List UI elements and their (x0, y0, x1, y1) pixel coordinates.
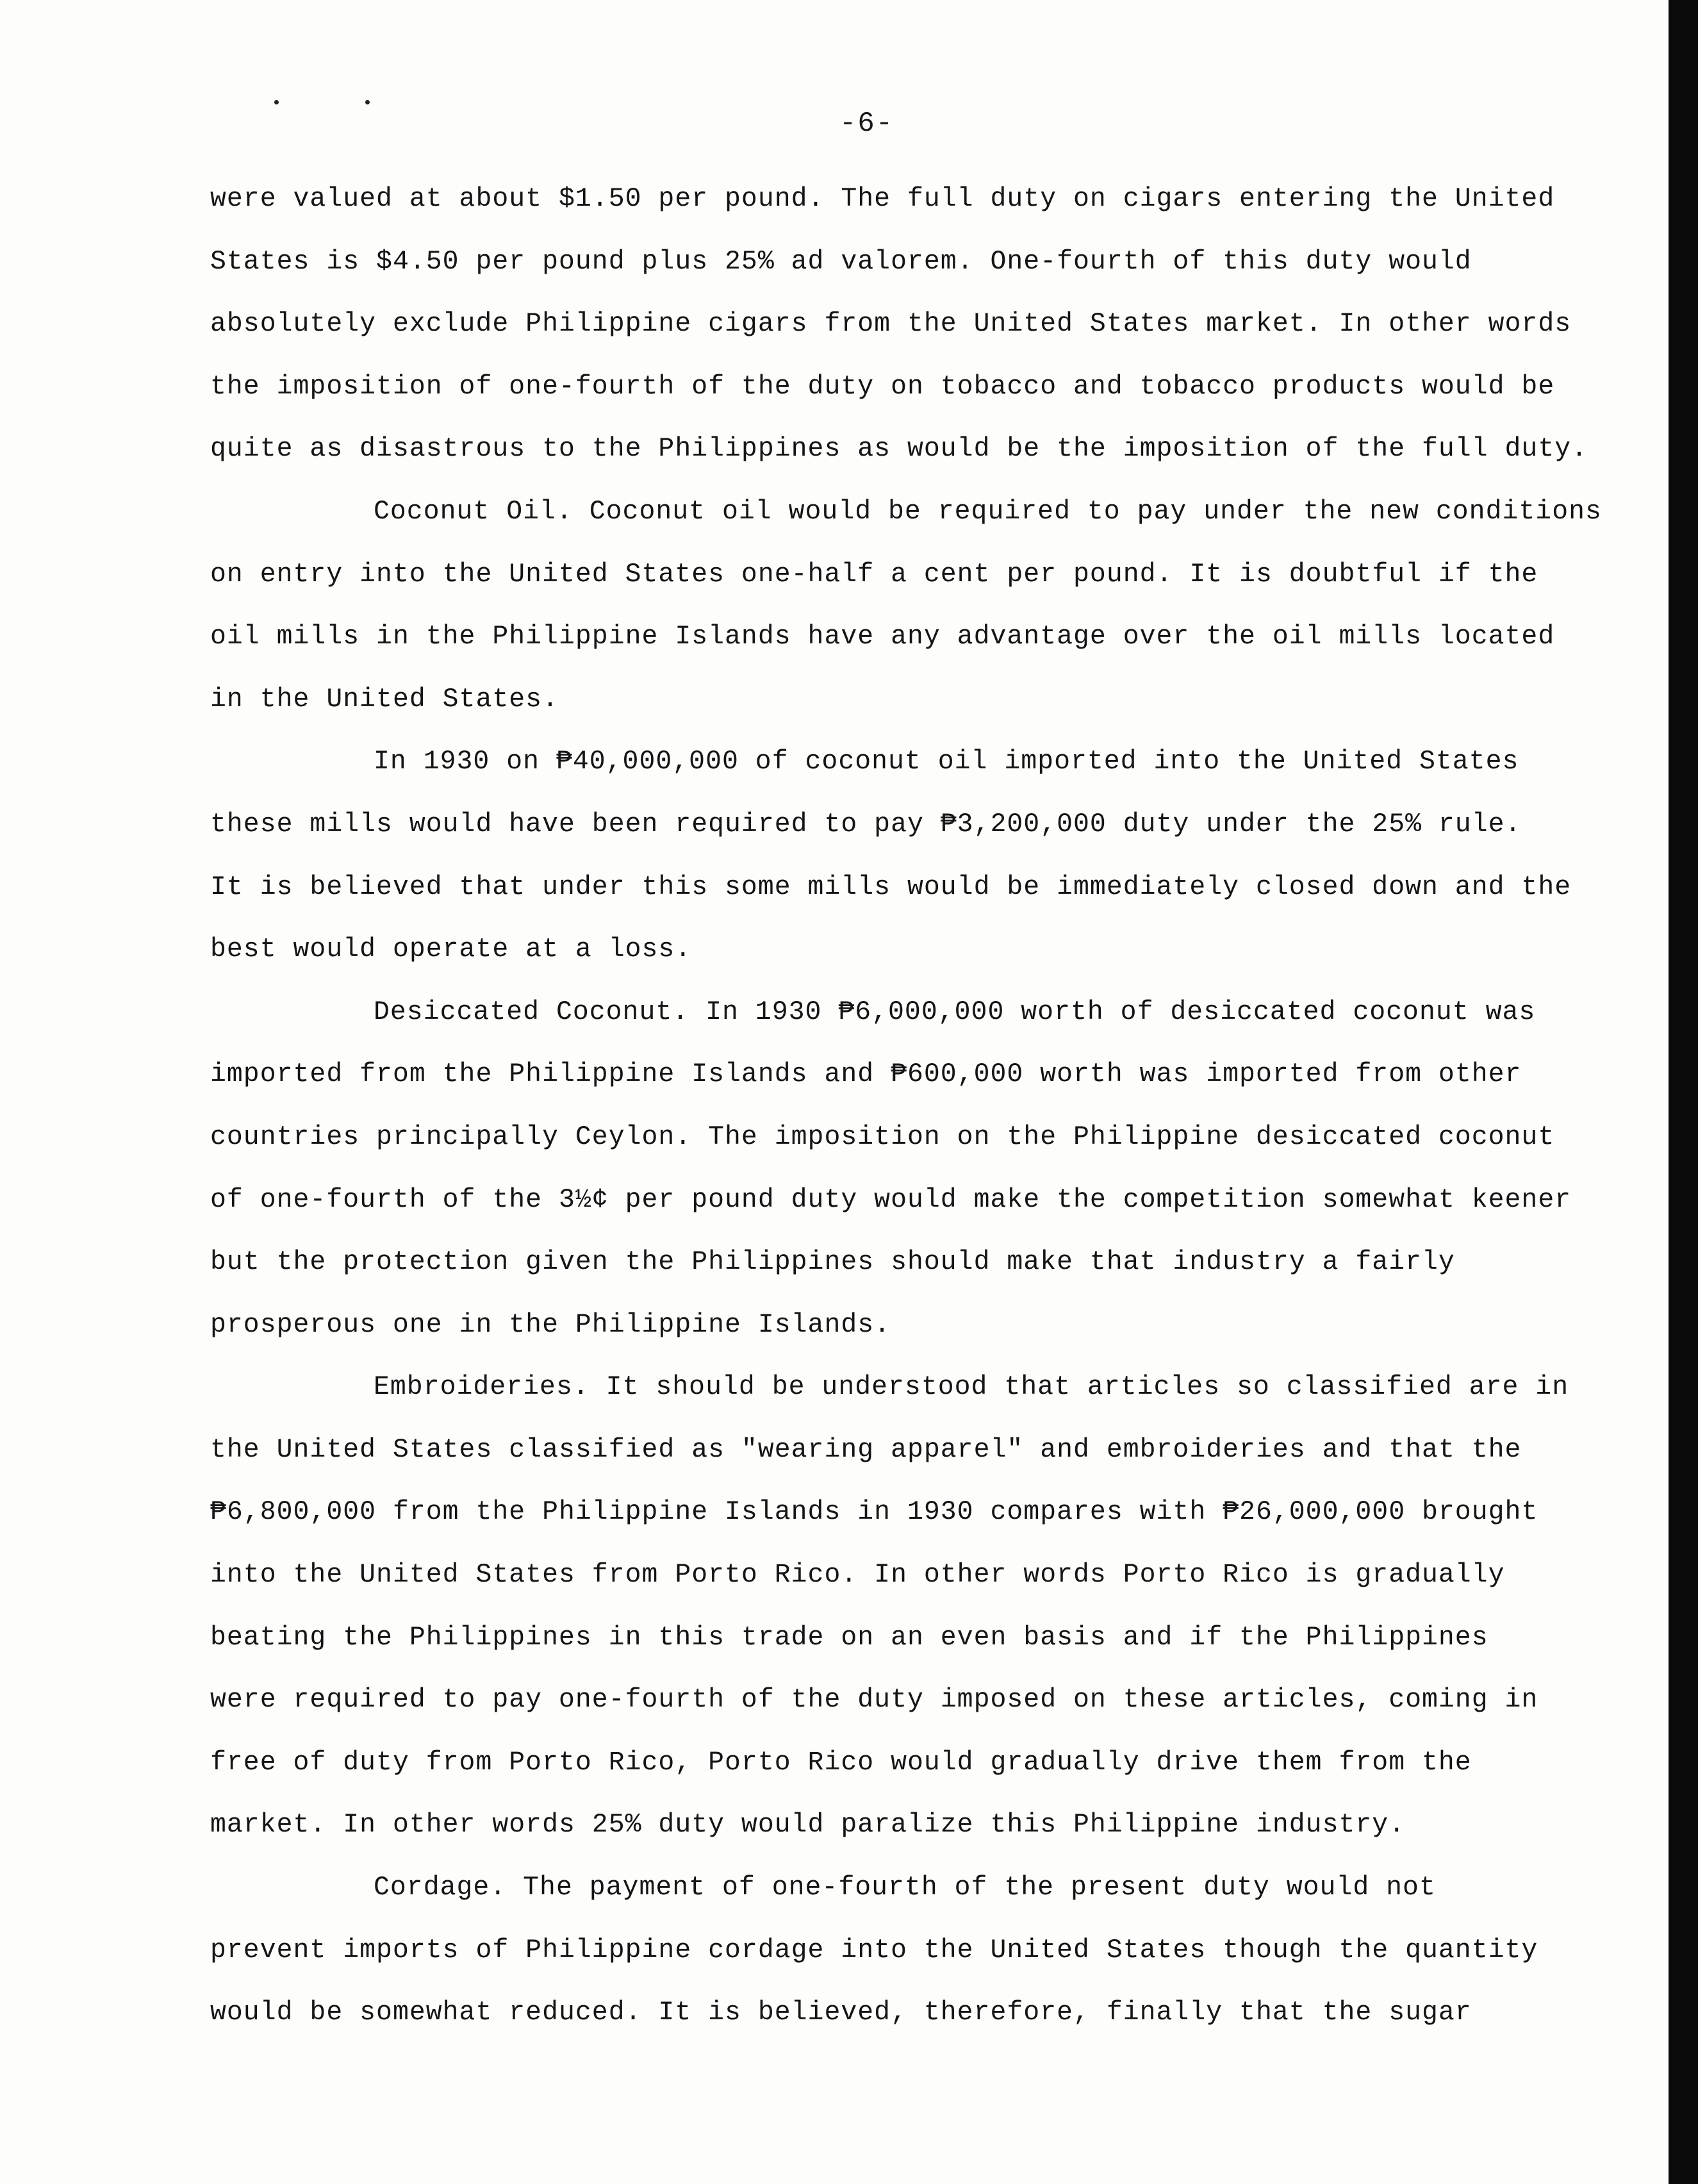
text-line: imported from the Philippine Islands and ₱600,000 worth was imported from other (210, 1059, 1522, 1090)
text-line: of one-fourth of the 3½¢ per pound duty would make the competition somewhat keener (210, 1184, 1572, 1215)
text-line: It is believed that under this some mills would be immediately closed down and the (210, 872, 1572, 902)
ink-speck (365, 100, 370, 104)
text-line: would be somewhat reduced. It is believed, therefore, finally that the sugar (210, 1998, 1472, 2028)
text-line: quite as disastrous to the Philippines as would be the imposition of the full duty. (210, 434, 1588, 465)
text-line: these mills would have been required to pay ₱3,200,000 duty under the 25% rule. (210, 809, 1522, 840)
text-line: best would operate at a loss. (210, 934, 692, 965)
text-line: beating the Philippines in this trade on an even basis and if the Philippines (210, 1622, 1488, 1653)
text-line: were valued at about $1.50 per pound. The full duty on cigars entering the United (210, 184, 1555, 214)
page-number: -6- (839, 108, 894, 140)
text-line: Embroideries. It should be understood that articles so classified are in (374, 1372, 1569, 1403)
ink-speck (274, 100, 279, 104)
text-line: Cordage. The payment of one-fourth of the present duty would not (374, 1873, 1436, 1903)
text-line: oil mills in the Philippine Islands have any advantage over the oil mills located (210, 622, 1555, 652)
text-line: but the protection given the Philippines should make that industry a fairly (210, 1247, 1455, 1278)
scan-border (1669, 0, 1698, 2184)
text-line: States is $4.50 per pound plus 25% ad valorem. One-fourth of this duty would (210, 246, 1472, 277)
text-line: prosperous one in the Philippine Islands. (210, 1309, 891, 1340)
text-line: prevent imports of Philippine cordage into the United States though the quantity (210, 1935, 1538, 1965)
text-line: countries principally Ceylon. The imposition on the Philippine desiccated coconut (210, 1121, 1555, 1152)
body-text (210, 168, 1607, 2044)
text-line: into the United States from Porto Rico. In other words Porto Rico is gradually (210, 1560, 1505, 1591)
text-line: in the United States. (210, 684, 559, 715)
text-line: Desiccated Coconut. In 1930 ₱6,000,000 worth of desiccated coconut was (374, 997, 1536, 1027)
text-line: In 1930 on ₱40,000,000 of coconut oil imported into the United States (374, 747, 1519, 777)
text-line: on entry into the United States one-half a cent per pound. It is doubtful if the (210, 559, 1538, 590)
text-line: were required to pay one-fourth of the duty imposed on these articles, coming in (210, 1685, 1538, 1716)
text-line: market. In other words 25% duty would paralize this Philippine industry. (210, 1810, 1406, 1841)
text-line: ₱6,800,000 from the Philippine Islands in 1930 compares with ₱26,000,000 brought (210, 1497, 1538, 1528)
text-line: the United States classified as "wearing apparel" and embroideries and that the (210, 1434, 1522, 1465)
text-line: absolutely exclude Philippine cigars from the United States market. In other words (210, 309, 1572, 340)
text-line: Coconut Oil. Coconut oil would be required to pay under the new conditions (374, 496, 1602, 527)
text-line: free of duty from Porto Rico, Porto Rico would gradually drive them from the (210, 1747, 1472, 1778)
text-line: the imposition of one-fourth of the duty on tobacco and tobacco products would be (210, 371, 1555, 402)
